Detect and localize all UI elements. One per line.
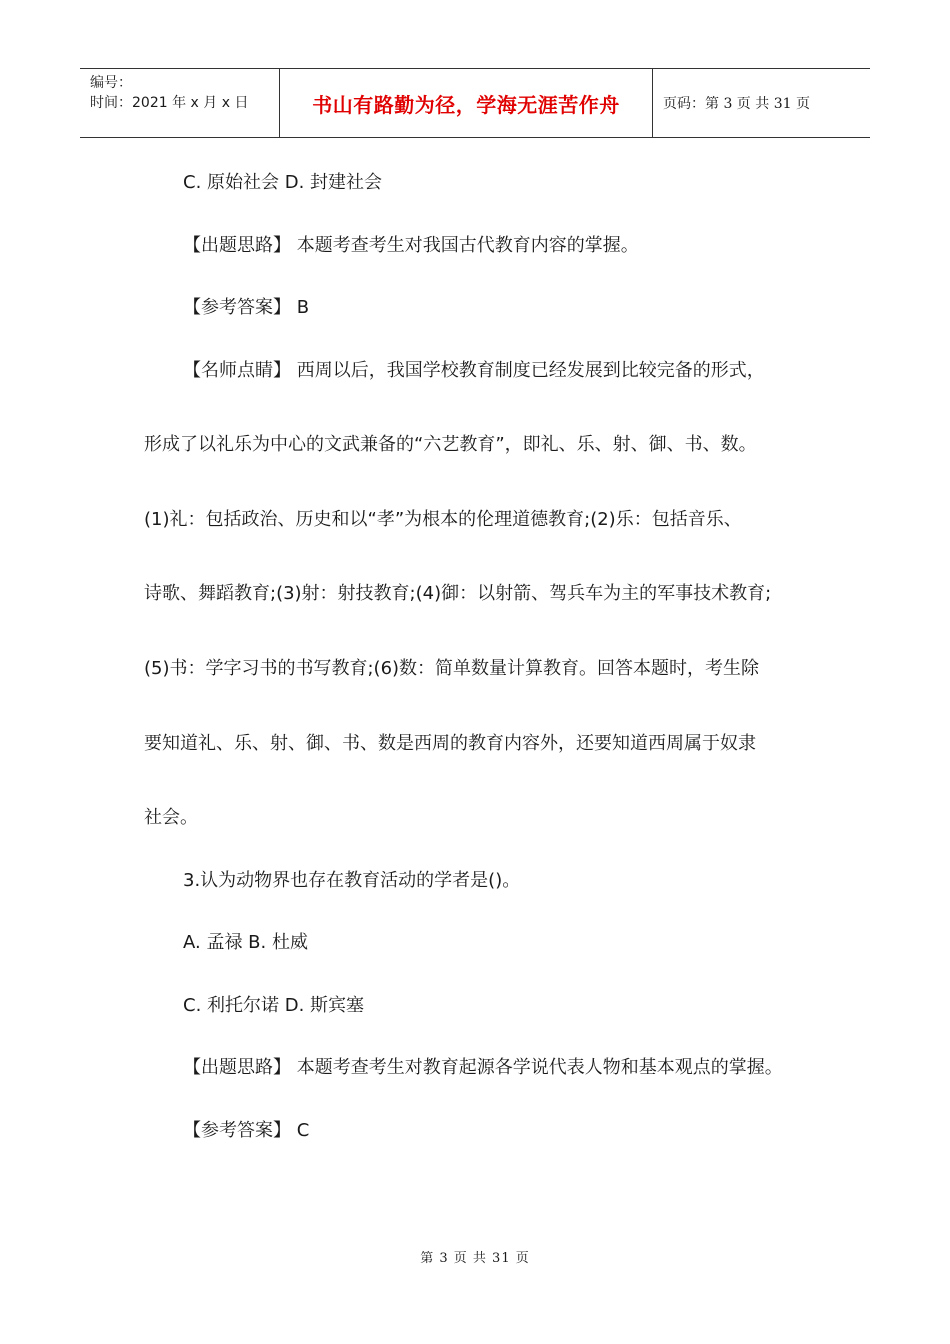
commentary-line: 诗歌、舞蹈教育;(3)射：射技教育;(4)御：以射箭、驾兵车为主的军事技术教育; — [144, 583, 772, 604]
motto: 书山有路勤为径，学海无涯苦作舟 — [312, 92, 620, 117]
answer-line: 【参考答案】 C — [183, 1120, 310, 1141]
header-motto-cell — [280, 69, 653, 137]
commentary-line: (5)书：学字习书的书写教育;(6)数：简单数量计算教育。回答本题时，考生除 — [144, 658, 760, 679]
commentary-line: 社会。 — [144, 807, 198, 828]
option-line: A. 孟禄 B. 杜威 — [183, 932, 308, 953]
commentary-line: 形成了以礼乐为中心的文武兼备的“六艺教育”，即礼、乐、射、御、书、数。 — [144, 434, 757, 455]
option-line: C. 利托尔诺 D. 斯宾塞 — [183, 995, 365, 1016]
serial-label: 编号： — [90, 75, 132, 91]
time-label: 时间：2021 年 x 月 x 日 — [90, 95, 249, 111]
commentary-line: 【名师点睛】 西周以后，我国学校教育制度已经发展到比较完备的形式， — [183, 360, 765, 381]
page-info: 页码：第 3 页 共 31 页 — [663, 96, 810, 112]
commentary-line: 要知道礼、乐、射、御、书、数是西周的教育内容外，还要知道西周属于奴隶 — [144, 733, 756, 754]
answer-line: 【参考答案】 B — [183, 297, 310, 318]
analysis-line: 【出题思路】 本题考查考生对教育起源各学说代表人物和基本观点的掌握。 — [183, 1057, 783, 1078]
header-meta — [80, 69, 280, 137]
option-line: C. 原始社会 D. 封建社会 — [183, 172, 383, 193]
page-footer: 第 3 页 共 31 页 — [420, 1251, 530, 1266]
analysis-line: 【出题思路】 本题考查考生对我国古代教育内容的掌握。 — [183, 235, 639, 256]
header-page-cell — [653, 69, 870, 137]
commentary-line: (1)礼：包括政治、历史和以“孝”为根本的伦理道德教育;(2)乐：包括音乐、 — [144, 509, 742, 530]
page-header — [80, 68, 870, 138]
question-line: 3.认为动物界也存在教育活动的学者是()。 — [183, 870, 521, 891]
